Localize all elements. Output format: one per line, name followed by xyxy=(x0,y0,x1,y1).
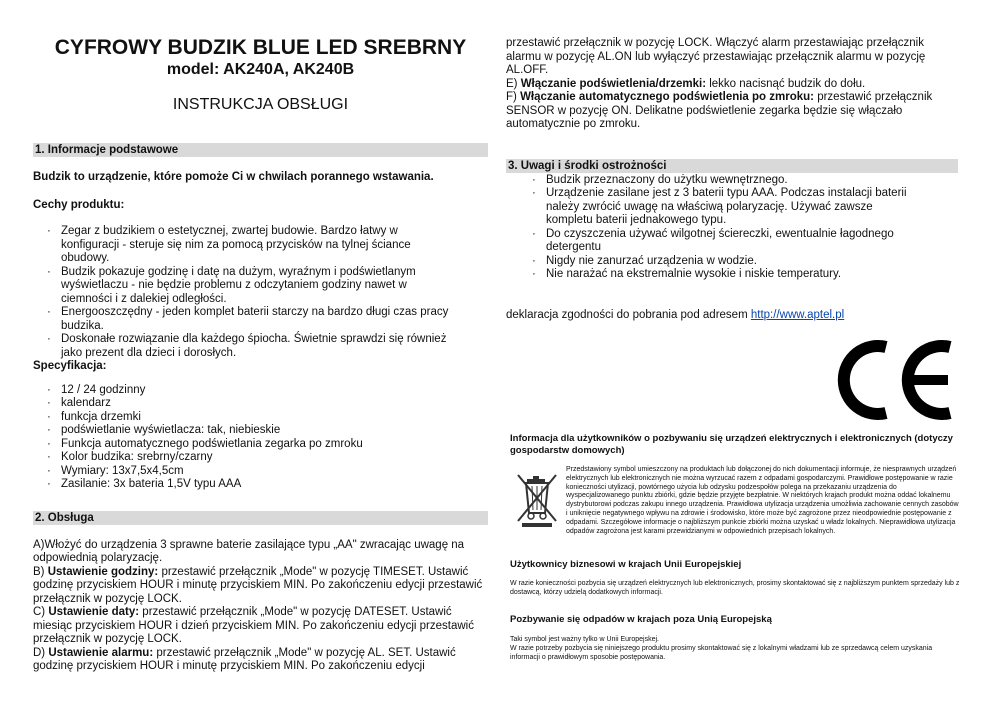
weee-body: Przedstawiony symbol umieszczony na produktach lub dołączonej do nich dokumentacji informuje, że niesprawnych urządzeń elektrycznych lub elektronicznych nie można wyrzucać razem z odpadami gospodarczymi. Prawidłowe postępowanie w razie konieczności utylizacji, powtórnego użycia lub odzysku podzespołów polega na przekazaniu urządzenia do wyspecjalizowanego punktu zbiórki, gdzie będzie przyjęte bezpłatnie. W niektórych krajach produkt można oddać lokalnemu dystrybutorowi podczas zakupu innego urządzenia. Prawidłowa utylizacja urządzenia umożliwia zachowanie cennych zasobów i uniknięcie negatywnego wpływu na zdrowie i środowisko, które może być zagrożone przez nieodpowiednie postępowanie z odpadami. Szczegółowe informacje o najbliższym punkcie zbiórki można uzyskać u władz lokalnych. Nieprawidłowa utylizacja odpadów zagrożona jest karami przewidzianymi w odpowiednich przepisach lokalnych. xyxy=(566,466,959,535)
step-c-text: przestawić przełącznik „Mode" w pozycję DATESET. Ustawić miesiąc przyciskiem HOUR i dzień przyciskiem MIN. Po zakończeniu edycji przestawić przełącznik w pozycję LOCK. xyxy=(33,606,474,645)
step-e-label: Włączanie podświetlenia/drzemki: xyxy=(520,77,707,90)
step-b-text: przestawić przełącznik „Mode" w pozycję TIMESET. Ustawić godzinę przyciskiem HOUR i minutę przyciskiem MIN. Po zakończeniu edycji przestawić przełącznik w pozycję LOCK. xyxy=(33,565,483,605)
list-item: · Nigdy nie zanurzać urządzenia w wodzie. xyxy=(546,255,916,269)
step-c-label: Ustawienie daty: xyxy=(48,606,140,618)
left-column xyxy=(33,0,488,674)
cautions-list xyxy=(506,174,916,282)
crossed-bin-icon xyxy=(514,471,560,527)
features-heading: Cechy produktu: xyxy=(33,198,125,211)
step-d-text: przestawić przełącznik „Mode" w pozycję AL. SET. Ustawić godzinę przyciskiem HOUR i minutę przyciskiem MIN. Po zakończeniu edycji xyxy=(33,646,456,672)
list-item: · Nie narażać na ekstremalnie wysokie i niskie temperatury. xyxy=(546,268,916,282)
list-item: · Funkcja automatycznego podświetlania zegarka po zmroku xyxy=(61,438,488,452)
business-body: W razie konieczności pozbycia się urządzeń elektrycznych lub elektronicznych, prosimy skontaktować się z najbliższym punktem sprzedaży lub z dostawcą, którzy udzielą dodatkowych informacji. xyxy=(510,580,960,596)
list-item: · Energooszczędny - jeden komplet baterii starczy na bardzo długi czas pracy budzika. xyxy=(61,306,458,333)
right-column xyxy=(506,0,958,322)
declaration-link[interactable]: http://www.aptel.pl xyxy=(750,308,845,321)
step-a-text: A)Włożyć do urządzenia 3 sprawne baterie zasilające typu „AA" zwracając uwagę na odpowiednią polaryzację. xyxy=(33,538,465,564)
list-item: · Budzik pokazuje godzinę i datę na dużym, wyraźnym i podświetlanym wyświetlaczu - nie będzie problemu z odczytaniem godziny nawet w ciemności i z dalekiej odległości. xyxy=(61,266,458,307)
list-item: · Doskonałe rozwiązanie dla każdego śpiocha. Świetnie sprawdzi się również jako prezent dla dzieci i dorosłych. xyxy=(61,333,458,360)
model-line: model: AK240A, AK240B xyxy=(166,61,355,78)
specs-heading: Specyfikacja: xyxy=(33,360,107,372)
step-e-text: lekko nacisnąć budzik do dołu. xyxy=(709,77,866,90)
list-item: · funkcja drzemki xyxy=(61,411,488,425)
features-list xyxy=(33,225,458,360)
list-item: · Kolor budzika: srebrny/czarny xyxy=(61,451,488,465)
list-item: · Budzik przeznaczony do użytku wewnętrznego. xyxy=(546,174,916,188)
list-item: · kalendarz xyxy=(61,397,488,411)
section-2-heading: 2. Obsługa xyxy=(33,511,488,525)
step-e: E) Włączanie podświetlenia/drzemki: lekko nacisnąć budzik do dołu. xyxy=(506,77,866,90)
step-f: F) Włączanie automatycznego podświetlenia po zmroku: przestawić przełącznik SENSOR w pozycję ON. Delikatne podświetlenie zegarka będzie się włączało automatycznie po zmroku. xyxy=(506,91,933,130)
ce-mark-icon xyxy=(826,335,958,425)
step-d-label: Ustawienie alarmu: xyxy=(48,646,154,659)
intro-text: Budzik to urządzenie, które pomoże Ci w chwilach porannego wstawania. xyxy=(33,171,434,183)
step-b-label: Ustawienie godziny: xyxy=(47,565,159,578)
step-f-text: przestawić przełącznik SENSOR w pozycję ON. Delikatne podświetlenie zegarka będzie się włączało automatycznie po zmroku. xyxy=(506,91,933,130)
list-item: · Zasilanie: 3x bateria 1,5V typu AAA xyxy=(61,478,488,492)
outside-eu-heading: Pozbywanie się odpadów w krajach poza Unią Europejską xyxy=(510,614,772,625)
step-d: D) Ustawienie alarmu: przestawić przełącznik „Mode" w pozycję AL. SET. Ustawić godzinę przyciskiem HOUR i minutę przyciskiem MIN. Po zakończeniu edycji xyxy=(33,646,456,672)
list-item: · Urządzenie zasilane jest z 3 baterii typu AAA. Podczas instalacji baterii należy zwrócić uwagę na właściwą polaryzację. Używać zawsze kompletu baterii jednakowego typu. xyxy=(546,187,916,228)
step-c: C) Ustawienie daty: przestawić przełącznik „Mode" w pozycję DATESET. Ustawić miesiąc przyciskiem HOUR i dzień przyciskiem MIN. Po zakończeniu edycji przestawić przełącznik w pozycję LOCK. xyxy=(33,606,474,645)
manual-heading: INSTRUKCJA OBSŁUGI xyxy=(172,96,349,113)
weee-heading: Informacja dla użytkowników o pozbywaniu się urządzeń elektrycznych i elektronicznych (dotyczy gospodarstw domowych) xyxy=(510,433,953,456)
list-item: · 12 / 24 godzinny xyxy=(61,384,488,398)
specs-list xyxy=(33,384,488,492)
outside-eu-body-1: Taki symbol jest ważny tylko w Unii Europejskej. xyxy=(510,636,659,643)
document-title: CYFROWY BUDZIK BLUE LED SREBRNY xyxy=(54,36,467,59)
list-item: · Zegar z budzikiem o estetycznej, zwartej budowie. Bardzo łatwy w konfiguracji - steruje się nim za pomocą przycisków na tylnej ściance obudowy. xyxy=(61,225,458,266)
step-d-continued: przestawić przełącznik w pozycję LOCK. Włączyć alarm przestawiając przełącznik alarmu w pozycję AL.ON lub wyłączyć przestawiając przełącznik alarmu w pozycję AL.OFF. xyxy=(506,37,926,76)
business-heading: Użytkownicy biznesowi w krajach Unii Europejskiej xyxy=(510,559,742,570)
declaration-line xyxy=(506,309,958,323)
list-item: · Wymiary: 13x7,5x4,5cm xyxy=(61,465,488,479)
list-item: · Do czyszczenia używać wilgotnej ściereczki, ewentualnie łagodnego detergentu xyxy=(546,228,916,255)
section-3-heading: 3. Uwagi i środki ostrożności xyxy=(506,159,958,173)
step-b: B) Ustawienie godziny: przestawić przełącznik „Mode" w pozycję TIMESET. Ustawić godzinę przyciskiem HOUR i minutę przyciskiem MIN. Po zakończeniu edycji przestawić przełącznik w pozycję LOCK. xyxy=(33,565,483,605)
declaration-text: deklaracja zgodności do pobrania pod adresem xyxy=(506,308,748,321)
section-1-heading: 1. Informacje podstawowe xyxy=(33,143,488,157)
outside-eu-body-2: W razie potrzeby pozbycia się niniejszego produktu prosimy skontaktować się z lokalnymi władzami lub ze sprzedawcą celem uzyskania informacji o prawidłowym sposobie postępowania. xyxy=(510,645,933,661)
step-f-label: Włączanie automatycznego podświetlenia po zmroku: xyxy=(520,91,814,103)
list-item: · podświetlanie wyświetlacza: tak, niebieskie xyxy=(61,424,488,438)
